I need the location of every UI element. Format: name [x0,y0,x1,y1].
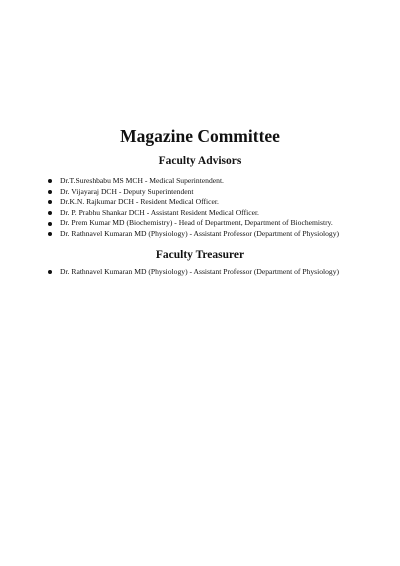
bullet-icon [48,190,52,194]
list-item-text: Dr. P. Prabhu Shankar DCH - Assistant Resident Medical Officer. [60,207,259,217]
bullet-icon [48,179,52,183]
list-item-text: Dr. Rathnavel Kumaran MD (Physiology) - Assistant Professor (Department of Physiology) [60,228,340,238]
section-heading-faculty-treasurer: Faculty Treasurer [155,249,245,261]
list-item [48,208,339,219]
bullet-icon [48,270,52,274]
section-heading-faculty-advisors: Faculty Advisors [158,155,242,167]
list-item [48,229,339,240]
bullet-icon [48,211,52,215]
bullet-icon [48,222,52,226]
list-item-text: Dr.T.Sureshbabu MS MCH - Medical Superintendent. [60,176,224,185]
bullet-icon [48,200,52,204]
list-item-text: Dr. Prem Kumar MD (Biochemistry) - Head of Department, Department of Biochemistry. [60,218,333,228]
list-item [48,176,339,187]
list-item [48,267,339,278]
page-title: Magazine Committee [120,126,280,146]
list-item-text: Dr.K.N. Rajkumar DCH - Resident Medical Officer. [60,197,219,207]
list-item-text: Dr. Vijayaraj DCH - Deputy Superintendent [60,186,194,196]
faculty-treasurer-list [48,267,339,278]
list-item [48,187,339,198]
list-item-text: Dr. Rathnavel Kumaran MD (Physiology) - Assistant Professor (Department of Physiology) [60,267,340,276]
list-item [48,197,339,208]
bullet-icon [48,232,52,236]
faculty-advisors-list [48,176,339,240]
list-item [48,218,339,229]
